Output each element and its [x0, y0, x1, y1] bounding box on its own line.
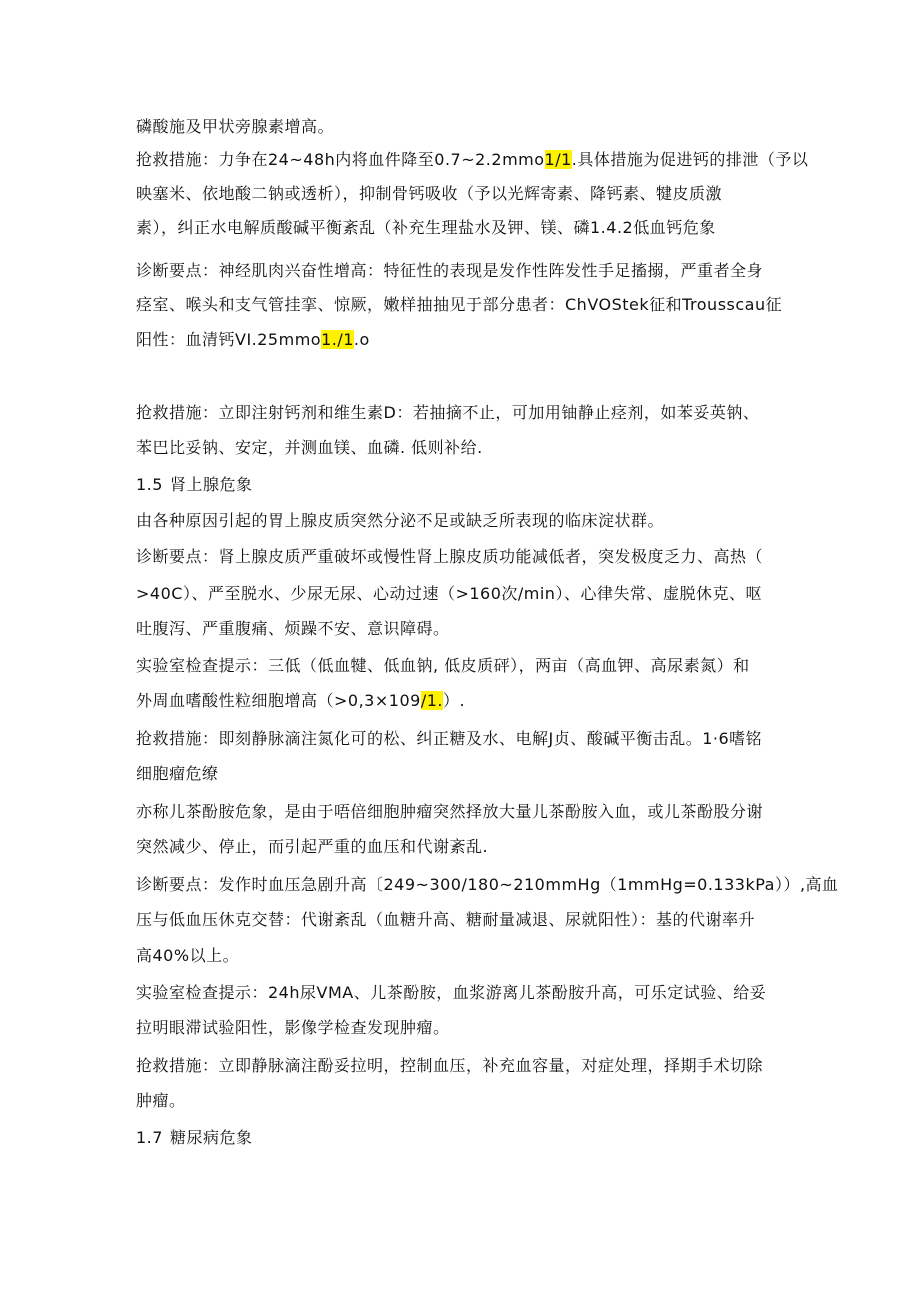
text-span: ）. [442, 691, 466, 710]
text-line: 痉室、喉头和支气管挂挛、惊厥，嫩样抽抽见于部分患者：ChVOStek征和Trousscau征 [136, 295, 783, 314]
text-line: 抢救措施：立即注射钙剂和维生素D：若抽摘不止，可加用铀静止痉剂，如苯妥英钠、 [136, 403, 760, 422]
text-line: 突然减少、停止，而引起严重的血压和代谢紊乱. [136, 837, 489, 856]
highlighted-text: 1./1 [321, 330, 354, 349]
text-line: 细胞瘤危缭 [136, 764, 219, 783]
text-line: 诊断要点：神经肌肉兴奋性增高：特征性的表现是发作性阵发性手足搐搦，严重者全身 [136, 261, 764, 280]
section-title: 糖尿病危象 [170, 1128, 253, 1147]
text-line: 肿瘤。 [136, 1091, 186, 1110]
text-line [136, 329, 370, 351]
text-line: 吐腹泻、严重腹痛、烦躁不安、意识障碍。 [136, 619, 450, 638]
highlighted-text: /1. [420, 691, 443, 710]
text-span: 外周血嗜酸性粒细胞增高（>0,3×109 [136, 691, 421, 710]
text-span: 阳性：血清钙VI.25mmo [136, 330, 322, 349]
text-line: >40C）、严至脱水、少尿无尿、心动过速（>160次/min）、心律失常、虚脱休克、呕 [136, 584, 762, 603]
text-line: 诊断要点：发作时血压急剧升高〔249~300∕180~210mmHg（1mmHg=0.133kPa））,高血 [136, 875, 839, 894]
text-span: .o [353, 330, 370, 349]
text-line: 素），纠正水电解质酸碱平衡紊乱（补充生理盐水及钾、镁、磷1.4.2低血钙危象 [136, 218, 716, 237]
text-line: 磷酸施及甲状旁腺素增高。 [136, 117, 335, 136]
section-heading [136, 474, 253, 496]
text-line: 亦称儿茶酚胺危象，是由于唔倍细胞肿瘤突然择放大量儿茶酚胺入血，或儿茶酚股分谢 [136, 802, 764, 821]
section-heading [136, 1127, 253, 1149]
text-span: 抢救措施：力争在24~48h内将血件降至0.7~2.2mmo [136, 150, 545, 169]
text-line: 压与低血压休克交替：代谢紊乱（血糖升高、糖耐量减退、尿就阳性）：基的代谢率升 [136, 910, 756, 929]
text-line: 映塞米、依地酸二钠或透析），抑制骨钙吸收（予以光辉寄素、降钙素、犍皮质激 [136, 184, 723, 203]
text-line: 苯巴比妥钠、安定，并测血镁、血磷. 低则补给. [136, 438, 483, 457]
text-span: .具体措施为促进钙的排泄（予以 [571, 150, 809, 169]
section-number: 1.7 [136, 1128, 163, 1147]
text-line: 实验室检查提示：24h尿VMA、儿茶酚胺，血浆游离儿茶酚胺升高，可乐定试验、给妥 [136, 983, 767, 1002]
section-title: 肾上腺危象 [170, 475, 253, 494]
text-line: 实验室检查提示：三低（低血犍、低血钠, 低皮质砰），两亩（高血钾、高尿素氮）和 [136, 656, 750, 675]
text-line: 抢救措施：即刻静脉滴注氮化可的松、纠正糖及水、电解J贞、酸碱平衡击乱。1·6嗜铭 [136, 729, 763, 748]
text-line [136, 149, 808, 171]
text-line: 由各种原因引起的胃上腺皮质突然分泌不足或缺乏所表现的临床淀状群。 [136, 511, 665, 530]
text-line: 拉明眼滞试验阳性，影像学检查发现肿瘤。 [136, 1018, 450, 1037]
text-line [136, 690, 465, 712]
text-line: 高40%以上。 [136, 946, 240, 965]
highlighted-text: 1/1 [544, 150, 572, 169]
text-line: 诊断要点：肾上腺皮质严重破坏或慢性肾上腺皮质功能减低者，突发极度乏力、高热（ [136, 547, 764, 566]
text-line: 抢救措施：立即静脉滴注酚妥拉明，控制血压，补充血容量，对症处理，择期手术切除 [136, 1056, 764, 1075]
section-number: 1.5 [136, 475, 163, 494]
